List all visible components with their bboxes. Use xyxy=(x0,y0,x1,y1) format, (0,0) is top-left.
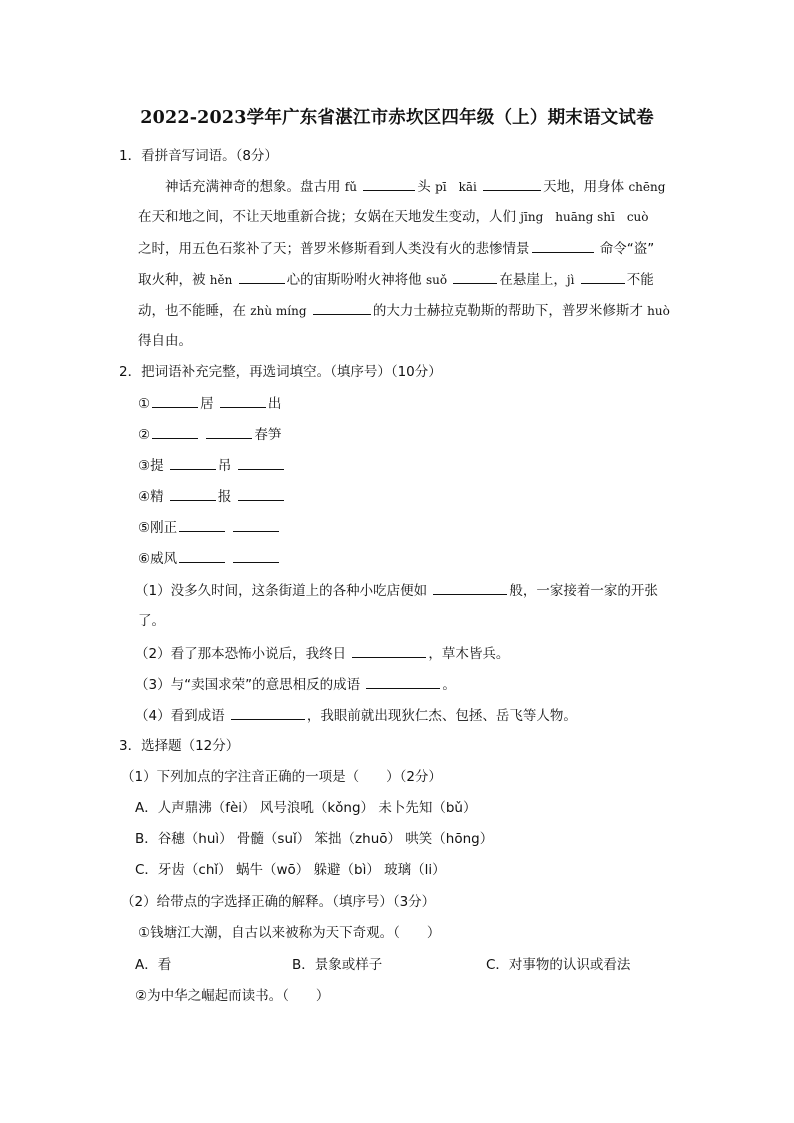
blank[interactable] xyxy=(238,455,284,470)
q3-option-c[interactable]: C．牙齿（chǐ） 蜗牛（wō） 躲避（bì） 玻璃（li） xyxy=(135,862,446,878)
blank[interactable] xyxy=(453,269,497,284)
q3-sub-2-question-1: ①钱塘江大潮，自古以来被称为天下奇观。（ ） xyxy=(138,925,441,941)
q2-item-2: ② 春笋 xyxy=(138,424,281,445)
q3-sub-2-question-2: ②为中华之崛起而读书。（ ） xyxy=(135,988,330,1004)
blank[interactable] xyxy=(581,269,625,284)
blank[interactable] xyxy=(170,486,216,501)
blank[interactable] xyxy=(206,424,252,439)
blank[interactable] xyxy=(152,424,198,439)
blank[interactable] xyxy=(532,238,594,253)
q2-sentence-1-cont: 了。 xyxy=(138,613,165,629)
blank[interactable] xyxy=(313,300,371,315)
q3-sub-1: （1）下列加点的字注音正确的一项是（ ）（2分） xyxy=(121,769,442,785)
exam-title: 2022-2023学年广东省湛江市赤坎区四年级（上）期末语文试卷 xyxy=(140,108,654,128)
q3-sub-2-option-c[interactable]: C．对事物的认识或看法 xyxy=(486,957,631,973)
q2-sentence-2: （2）看了那本恐怖小说后，我终日 ，草木皆兵。 xyxy=(135,643,509,664)
q3-heading: 3．选择题（12分） xyxy=(119,738,240,754)
q1-line-1: 神话充满神奇的想象。盘古用 fǔ 头 pī kāi 天地，用身体 chēng xyxy=(138,176,674,197)
blank[interactable] xyxy=(483,176,541,191)
q2-item-5: ⑤刚正 xyxy=(138,517,281,538)
blank[interactable] xyxy=(366,674,440,689)
blank[interactable] xyxy=(238,486,284,501)
blank[interactable] xyxy=(433,580,507,595)
q1-line-5: 动，也不能睡，在 zhù míng 的大力士赫拉克勒斯的帮助下，普罗米修斯才 huò xyxy=(138,300,670,321)
blank[interactable] xyxy=(179,548,225,563)
q3-sub-2: （2）给带点的字选择正确的解释。（填序号）（3分） xyxy=(121,894,436,910)
blank[interactable] xyxy=(233,548,279,563)
q2-sentence-4: （4）看到成语 ，我眼前就出现狄仁杰、包拯、岳飞等人物。 xyxy=(135,705,577,726)
q3-option-a[interactable]: A．人声鼎沸（fèi） 风号浪吼（kǒng） 未卜先知（bǔ） xyxy=(135,800,477,816)
blank[interactable] xyxy=(152,393,198,408)
q2-item-1: ① 居 出 xyxy=(138,393,281,414)
q3-sub-2-option-b[interactable]: B．景象或样子 xyxy=(292,957,383,973)
q1-line-6: 得自由。 xyxy=(138,333,192,349)
blank[interactable] xyxy=(179,517,225,532)
blank[interactable] xyxy=(363,176,415,191)
blank[interactable] xyxy=(170,455,216,470)
q2-heading: 2．把词语补充完整，再选词填空。（填序号）（10分） xyxy=(119,364,442,380)
q2-item-4: ④精 报 xyxy=(138,486,286,507)
q2-item-6: ⑥威风 xyxy=(138,548,281,569)
q2-sentence-3: （3）与“卖国求荣”的意思相反的成语 。 xyxy=(135,674,456,695)
q1-heading: 1．看拼音写词语。（8分） xyxy=(119,148,278,164)
blank[interactable] xyxy=(220,393,266,408)
blank[interactable] xyxy=(231,705,305,720)
q1-line-2: 在天和地之间，不让天地重新合拢；女娲在天地发生变动，人们 jīng huāng shī cuò xyxy=(138,209,649,225)
blank[interactable] xyxy=(352,643,426,658)
q1-line-3: 之时，用五色石浆补了天；普罗米修斯看到人类没有火的悲惨情景 命令“盗” xyxy=(138,238,654,259)
blank[interactable] xyxy=(233,517,279,532)
q3-option-b[interactable]: B．谷穗（huì） 骨髓（suǐ） 笨拙（zhuō） 哄笑（hōng） xyxy=(135,831,494,847)
q2-sentence-1: （1）没多久时间，这条街道上的各种小吃店便如 般，一家接着一家的开张 xyxy=(135,580,658,601)
q3-sub-2-option-a[interactable]: A．看 xyxy=(135,957,172,973)
q2-item-3: ③提 吊 xyxy=(138,455,286,476)
blank[interactable] xyxy=(239,269,285,284)
q1-line-4: 取火种，被 hěn 心的宙斯吩咐火神将他 suǒ 在悬崖上，jì 不能 xyxy=(138,269,654,290)
